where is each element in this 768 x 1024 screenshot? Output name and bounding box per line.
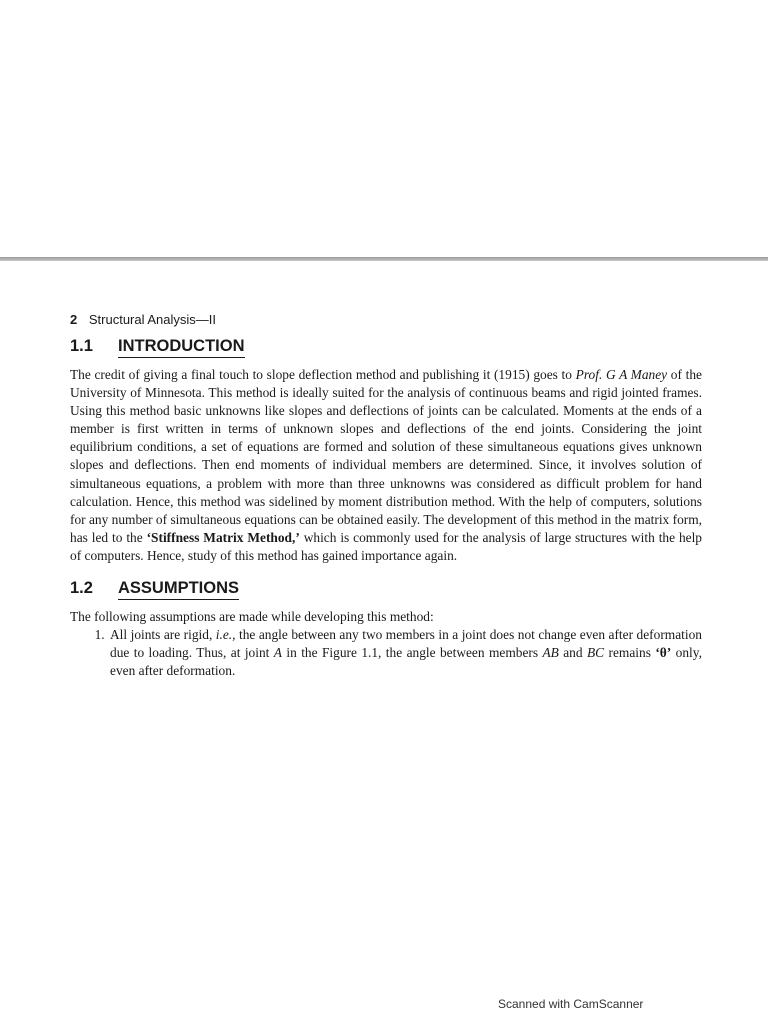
paragraph-text: The credit of giving a final touch to slope deflection method and publishing it (1915) goes to xyxy=(70,367,572,382)
running-header xyxy=(70,312,702,327)
assumptions-list xyxy=(70,626,702,680)
introduction-paragraph xyxy=(70,366,702,565)
section-number: 1.2 xyxy=(70,579,93,598)
section-title: ASSUMPTIONS xyxy=(118,579,239,600)
list-item: 1. All joints are rigid, i.e., the angle between any two members in a joint does not change even after deformation due to loading. Thus, at joint A in the Figure 1.1, the angle between members AB and BC remains ‘θ’ only, even after deformation. xyxy=(108,626,702,680)
section-heading-assumptions xyxy=(70,579,702,600)
section-heading-introduction xyxy=(70,337,702,358)
page-divider xyxy=(0,257,768,261)
section-number: 1.1 xyxy=(70,337,93,355)
section-title: INTRODUCTION xyxy=(118,337,245,358)
page-number: 2 xyxy=(70,312,78,327)
scanner-watermark: Scanned with CamScanner xyxy=(498,997,644,1011)
method-name: ‘Stiffness Matrix Method,’ xyxy=(146,529,300,545)
running-title: Structural Analysis—II xyxy=(88,312,217,327)
paragraph-text: of the University of Minnesota. This method is ideally suited for the analysis of continuous beams and rigid jointed frames. Using this method basic unknowns like slopes and deflections of joints can be calculated. Moments at the ends of a member is first written in terms of unknown slopes and deflections of the end joints. Considering the joint equilibrium conditions, a set of equations are formed and solution of these simultaneous equations gives unknown slopes and deflections. Then end moments of individual members are determined. Since, it involves solution of simultaneous equations, a problem with more than three unknowns was considered as difficult problem for hand calculation. Hence, this method was sidelined by moment distribution method. With the help of computers, solutions for any number of simultaneous equations can be obtained easily. The development of this method in the matrix form, has led to the xyxy=(70,367,702,545)
paragraph-text: which is commonly used for the analysis of large structures with the help of computers. Hence, study of this method has gained importance again. xyxy=(70,529,703,563)
document-page xyxy=(70,312,702,680)
person-name: Prof. G A Maney xyxy=(575,367,668,382)
assumptions-lead: The following assumptions are made while developing this method: xyxy=(70,609,434,625)
